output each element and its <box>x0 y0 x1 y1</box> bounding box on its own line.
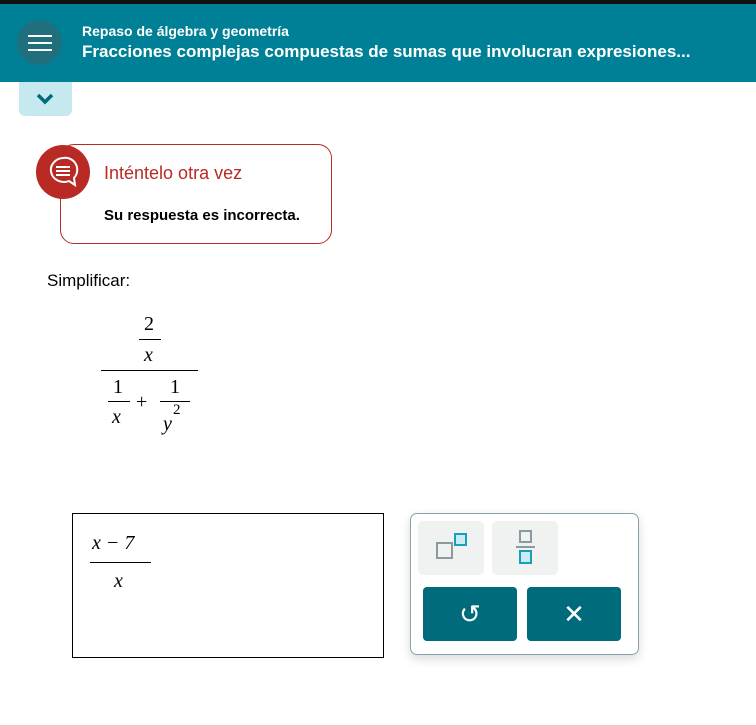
clear-button[interactable]: ✕ <box>527 587 621 641</box>
term1-numerator: 1 <box>113 376 123 398</box>
menu-button[interactable] <box>17 20 62 65</box>
term2-denominator: y <box>163 413 172 435</box>
undo-button[interactable]: ↺ <box>423 587 517 641</box>
answer-input[interactable] <box>72 513 384 658</box>
math-keypad <box>410 513 639 655</box>
answer-numerator: x − 7 <box>92 532 135 554</box>
chevron-down-icon <box>19 82 72 116</box>
top-numerator: 2 <box>144 313 154 335</box>
question-prompt: Simplificar: <box>47 271 131 290</box>
term1-denominator: x <box>112 406 121 428</box>
chat-bubble-icon <box>36 145 90 199</box>
fraction-button[interactable] <box>492 521 558 575</box>
exponent: 2 <box>173 402 181 418</box>
plus-sign: + <box>136 391 148 413</box>
feedback-message: Su respuesta es incorrecta. <box>104 207 300 224</box>
exponent-icon <box>418 521 484 575</box>
top-denominator: x <box>144 344 153 366</box>
expand-button[interactable] <box>19 82 72 116</box>
exponent-button[interactable] <box>418 521 484 575</box>
feedback-title: Inténtelo otra vez <box>104 163 243 183</box>
answer-denominator: x <box>114 570 123 592</box>
feedback-box <box>60 144 332 244</box>
course-title: Repaso de álgebra y geometría <box>82 23 289 39</box>
header <box>0 4 756 82</box>
fraction-icon <box>492 521 558 575</box>
term2-numerator: 1 <box>170 376 180 398</box>
lesson-title: Fracciones complejas compuestas de sumas que involucran expresiones... <box>82 42 691 61</box>
